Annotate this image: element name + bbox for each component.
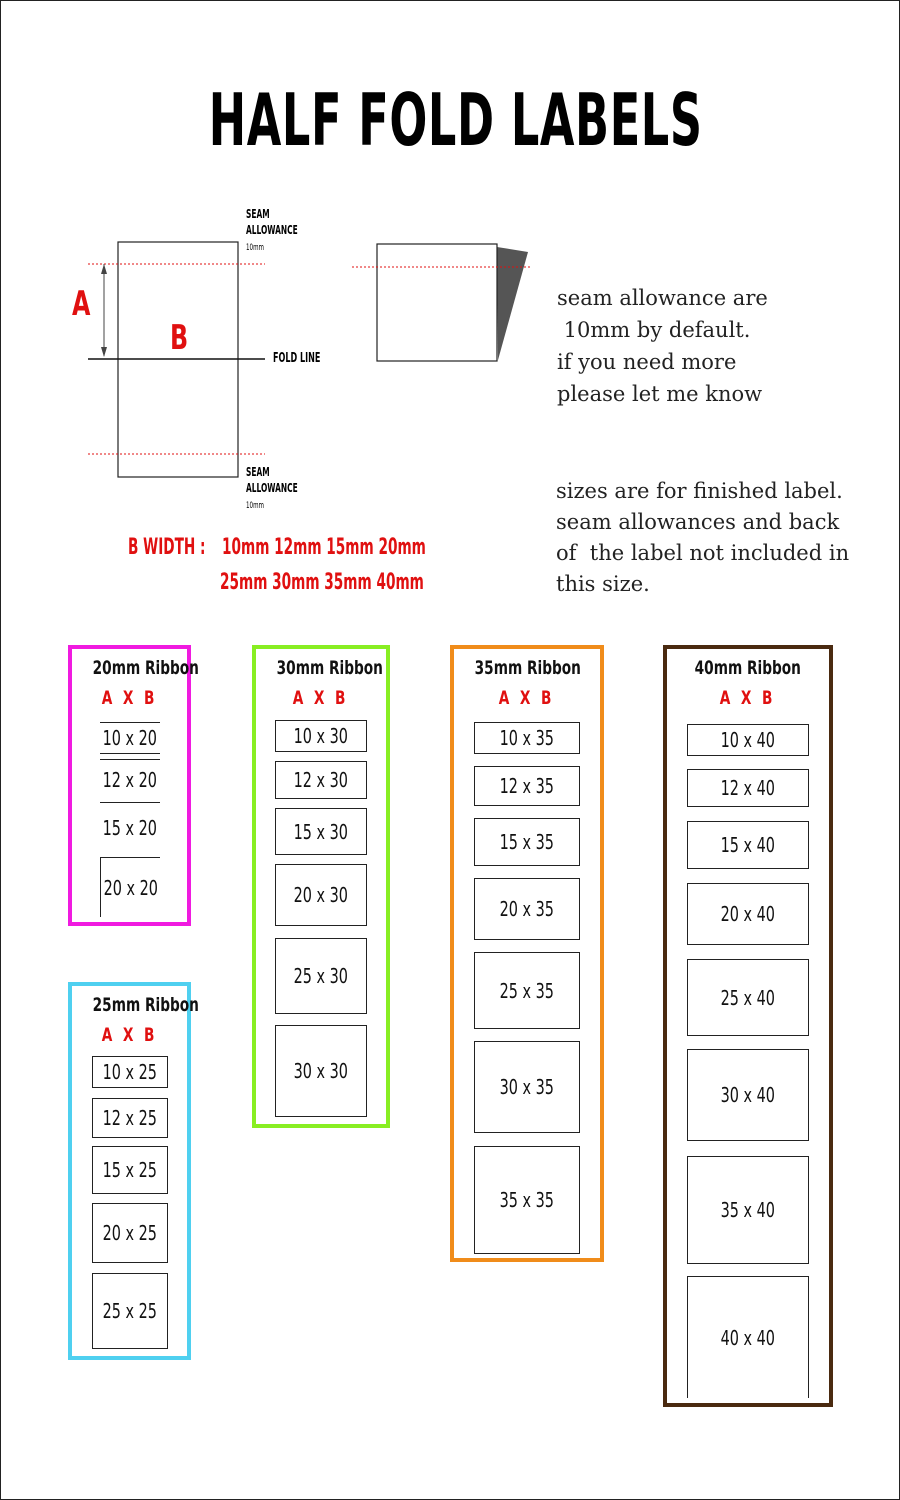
size-35x40: 35 x 40 — [687, 1156, 809, 1264]
size-20x25: 20 x 25 — [92, 1203, 168, 1263]
panel-25mm-ribbon — [68, 982, 199, 1360]
folded-back-shape — [497, 247, 528, 360]
note-seam-allowance: seam allowance are 10mm by default. if you need more please let me know — [557, 286, 768, 406]
size-10x30: 10 x 30 — [275, 720, 367, 752]
size-10x20: 10 x 20 — [100, 722, 160, 754]
b-width-label: B WIDTH : — [128, 535, 206, 560]
label-a: A — [72, 284, 91, 324]
size-12x30: 12 x 30 — [275, 761, 367, 799]
seam-allowance-bottom: SEAM ALLOWANCE 10mm — [246, 465, 298, 511]
size-25x25: 25 x 25 — [92, 1273, 168, 1349]
size-20x40: 20 x 40 — [687, 883, 809, 945]
size-15x25: 15 x 25 — [92, 1146, 168, 1194]
size-15x30: 15 x 30 — [275, 808, 367, 855]
fold-line-label: FOLD LINE — [273, 351, 321, 366]
panel-axb: A X B — [293, 687, 349, 709]
panel-title: 40mm Ribbon — [694, 657, 802, 679]
label-b: B — [170, 318, 189, 358]
size-10x25: 10 x 25 — [92, 1056, 168, 1088]
size-20x35: 20 x 35 — [474, 878, 580, 940]
size-40x40: 40 x 40 — [687, 1276, 809, 1398]
panel-title: 30mm Ribbon — [276, 657, 383, 679]
panel-axb: A X B — [101, 687, 158, 709]
size-30x30: 30 x 30 — [275, 1025, 367, 1117]
arrow-head-down-icon — [101, 347, 107, 357]
b-width-line-1: 10mm 12mm 15mm 20mm — [222, 535, 426, 560]
size-20x30: 20 x 30 — [275, 864, 367, 926]
size-12x25: 12 x 25 — [92, 1098, 168, 1138]
arrow-head-up-icon — [101, 264, 107, 274]
size-30x35: 30 x 35 — [474, 1041, 580, 1133]
size-25x30: 25 x 30 — [275, 938, 367, 1014]
size-12x20: 12 x 20 — [100, 759, 160, 799]
folded-label-outline — [377, 244, 497, 361]
size-30x40: 30 x 40 — [687, 1049, 809, 1141]
size-10x40: 10 x 40 — [687, 724, 809, 756]
panel-title: 25mm Ribbon — [92, 994, 199, 1016]
panel-30mm-ribbon — [252, 645, 390, 1128]
size-15x20: 15 x 20 — [100, 802, 160, 852]
note-sizes: sizes are for finished label. seam allowances and back of the label not included in this size. — [556, 479, 850, 596]
size-35x35: 35 x 35 — [474, 1146, 580, 1254]
panel-axb: A X B — [101, 1024, 158, 1046]
size-15x35: 15 x 35 — [474, 818, 580, 866]
seam-allowance-top: SEAM ALLOWANCE 10mm — [246, 207, 298, 253]
panel-40mm-ribbon — [663, 645, 833, 1407]
size-10x35: 10 x 35 — [474, 722, 580, 754]
panel-title: 20mm Ribbon — [92, 657, 199, 679]
panel-20mm-ribbon — [68, 645, 199, 926]
size-25x35: 25 x 35 — [474, 952, 580, 1029]
size-15x40: 15 x 40 — [687, 821, 809, 869]
panel-35mm-ribbon — [450, 645, 604, 1262]
size-12x35: 12 x 35 — [474, 766, 580, 806]
panel-axb: A X B — [499, 687, 555, 709]
panel-axb: A X B — [720, 687, 776, 709]
size-25x40: 25 x 40 — [687, 959, 809, 1036]
b-width-line-2: 25mm 30mm 35mm 40mm — [220, 570, 424, 595]
page-title: HALF FOLD LABELS — [208, 78, 703, 162]
panel-title: 35mm Ribbon — [474, 657, 581, 679]
size-12x40: 12 x 40 — [687, 769, 809, 807]
size-20x20: 20 x 20 — [100, 857, 160, 917]
